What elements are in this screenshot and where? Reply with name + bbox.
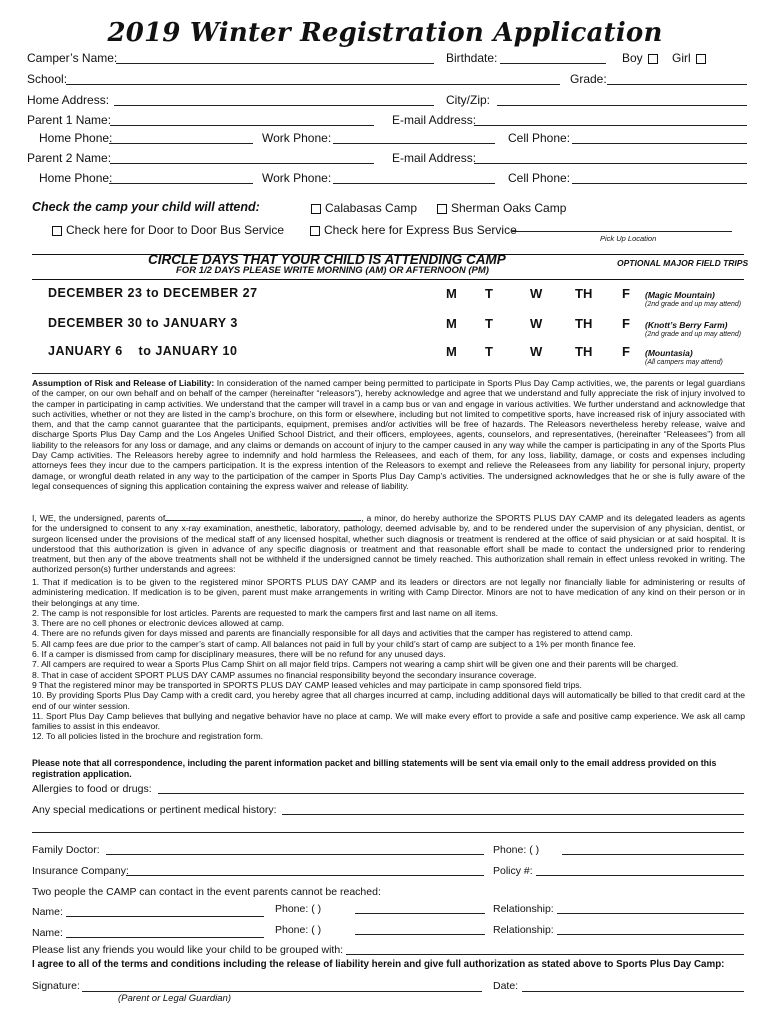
week3-label: JANUARY 6 to JANUARY 10 (48, 344, 238, 358)
home-phone1-field[interactable] (109, 143, 253, 144)
policy-field[interactable] (536, 875, 744, 876)
allergies-label: Allergies to food or drugs: (32, 783, 152, 795)
days-subtitle: FOR 1/2 DAYS PLEASE WRITE MORNING (AM) OR AFTERNOON (PM) (176, 265, 489, 276)
week2-trip-note: (2nd grade and up may attend) (645, 331, 742, 338)
cell-phone1-field[interactable] (572, 143, 747, 144)
contact1-name-label: Name: (32, 906, 63, 918)
friends-label: Please list any friends you would like your child to be grouped with: (32, 944, 344, 956)
boy-label: Boy (622, 51, 643, 65)
contact2-phone-field[interactable] (355, 934, 485, 935)
week3-thu[interactable]: TH (575, 344, 593, 359)
doctor-area-code[interactable]: ( ) (529, 844, 540, 856)
authorization-paragraph (32, 512, 745, 575)
week2-thu[interactable]: TH (575, 316, 593, 331)
home-phone2-label: Home Phone: (39, 171, 113, 185)
door-label: Check here for Door to Door Bus Service (66, 223, 285, 237)
contact2-name-field[interactable] (66, 937, 264, 938)
week2-fri[interactable]: F (622, 316, 630, 331)
policy-item: 3. There are no cell phones or electronic devices allowed at camp. (32, 618, 285, 629)
email-note: Please note that all correspondence, including the parent information packet and billing statements will be sent via email only to the email address provided on this registration application. (32, 758, 717, 779)
contact1-area-code[interactable]: ( ) (311, 903, 322, 915)
pickup-label: Pick Up Location (600, 234, 657, 243)
boy-option (622, 51, 658, 65)
family-doctor-label: Family Doctor: (32, 844, 100, 856)
cell-phone1-label: Cell Phone: (508, 131, 571, 145)
signature-label: Signature: (32, 980, 80, 992)
week1-wed[interactable]: W (530, 286, 543, 301)
days-title: CIRCLE DAYS THAT YOUR CHILD IS ATTENDING CAMP (148, 252, 506, 267)
policy-item: 5. All camp fees are due prior to the camper’s start of camp. All balances not paid in full by your child’s start of camp are subject to a 1% per month finance fee. (32, 638, 636, 649)
date-label: Date: (493, 980, 519, 992)
medications-field[interactable] (282, 814, 744, 815)
policy-item: 9 That the registered minor may be transported in SPORTS PLUS DAY CAMP leased vehicles and may participate in camp sponsored field trips. (32, 679, 582, 690)
assumption-paragraph (32, 378, 745, 491)
email2-field[interactable] (474, 163, 747, 164)
girl-label: Girl (672, 51, 691, 65)
express-label: Check here for Express Bus Service (324, 223, 517, 237)
family-doctor-field[interactable] (106, 854, 484, 855)
policy-item: 2. The camp is not responsible for lost articles. Parents are requested to mark the campers first and last name on all items. (32, 607, 499, 618)
girl-option (672, 51, 706, 65)
door-option[interactable] (52, 223, 284, 237)
insurance-field[interactable] (126, 875, 484, 876)
email1-field[interactable] (474, 125, 747, 126)
policy-item: 6. If a camper is dismissed from camp for disciplinary measures, there will be no refund for any unused days. (32, 649, 446, 660)
week2-trip: (Knott’s Berry Farm) (645, 320, 728, 330)
calabasas-checkbox[interactable] (311, 204, 321, 214)
week1-fri[interactable]: F (622, 286, 630, 301)
contact1-phone-text: Phone: (275, 903, 309, 915)
grade-field[interactable] (607, 84, 747, 85)
parent2-name-label: Parent 2 Name: (27, 151, 112, 165)
week3-wed[interactable]: W (530, 344, 543, 359)
parent2-name-field[interactable] (110, 163, 374, 164)
guardian-note: (Parent or Legal Guardian) (118, 993, 232, 1004)
policy-item: 4. There are no refunds given for days missed and parents are financially responsible for all days and activities that the camper has registered to attend camp. (32, 628, 633, 639)
boy-checkbox[interactable] (648, 54, 658, 64)
home-phone1-label: Home Phone: (39, 131, 113, 145)
sherman-checkbox[interactable] (437, 204, 447, 214)
contact1-phone-label (275, 903, 321, 915)
work-phone2-label: Work Phone: (262, 171, 332, 185)
express-checkbox[interactable] (310, 226, 320, 236)
date-field[interactable] (522, 991, 744, 992)
cell-phone2-field[interactable] (572, 183, 747, 184)
policy-item: 8. That in case of accident SPORT PLUS DAY CAMP assumes no financial responsibility beyond the secondary insurance coverage. (32, 669, 537, 680)
contacts-label: Two people the CAMP can contact in the event parents cannot be reached: (32, 886, 381, 898)
pickup-field[interactable] (512, 231, 732, 232)
medications-field-2[interactable] (32, 832, 744, 833)
contact2-phone-text: Phone: (275, 924, 309, 936)
work-phone2-field[interactable] (333, 183, 495, 184)
week2-wed[interactable]: W (530, 316, 543, 331)
week1-mon[interactable]: M (446, 286, 457, 301)
week1-trip: (Magic Mountain) (645, 290, 715, 300)
email2-label: E-mail Address: (392, 151, 477, 165)
school-label: School: (27, 72, 68, 86)
insurance-label: Insurance Company: (32, 865, 129, 877)
doctor-phone-text: Phone: (493, 844, 527, 856)
week3-trip-note: (All campers may attend) (645, 359, 723, 366)
policy-item: 7. All campers are required to wear a Sports Plus Camp Shirt on all major field trips. Campers not wearing a camp shirt will be given one and their parents will be charged. (32, 659, 679, 670)
days-bottom-rule (32, 373, 744, 374)
authorization-start: I, WE, the undersigned, parents of (32, 513, 166, 523)
policy-label: Policy #: (493, 865, 533, 877)
doctor-phone-label (493, 844, 539, 856)
contact2-relationship-field[interactable] (557, 934, 744, 935)
week3-tue[interactable]: T (485, 344, 493, 359)
medications-label: Any special medications or pertinent medical history: (32, 804, 277, 816)
camp-prompt: Check the camp your child will attend: (32, 200, 260, 214)
work-phone1-label: Work Phone: (262, 131, 332, 145)
email1-label: E-mail Address: (392, 113, 477, 127)
contact2-name-label: Name: (32, 927, 63, 939)
policy-item: 11. Sport Plus Day Camp believes that bullying and negative behavior have no place at camp. We will make every effort to provide a safe and positive camp experience. We ask all camp families to assist in this endeavor. (32, 710, 745, 732)
week2-label: DECEMBER 30 to JANUARY 3 (48, 316, 238, 330)
week1-trip-note: (2nd grade and up may attend) (645, 301, 742, 308)
express-option[interactable] (310, 223, 517, 237)
home-address-label: Home Address: (27, 93, 110, 107)
friends-field[interactable] (346, 954, 744, 955)
parent1-name-label: Parent 1 Name: (27, 113, 112, 127)
grade-label: Grade: (570, 72, 607, 86)
week1-label: DECEMBER 23 to DECEMBER 27 (48, 286, 258, 300)
week3-trip: (Mountasia) (645, 348, 693, 358)
contact2-phone-label (275, 924, 321, 936)
signature-field[interactable] (82, 991, 482, 992)
contact1-relationship-field[interactable] (557, 913, 744, 914)
week2-tue[interactable]: T (485, 316, 493, 331)
calabasas-option[interactable] (311, 201, 417, 215)
assumption-body: In consideration of the named camper being permitted to participate in Sports Plus Day Camp activities, we, the parents or legal guardians of the camper, on our own behalf and on behalf of the camper (hereinafter “releasors”), hereby acknowledge and agree that we understand and fully appreciate the risk of injury involved to the camper in participating in camp activities. We understand that the camper will travel in a camp bus or van and engage in various activities. We further understand and acknowledge that such activities, whether or not they are listed in the camp’s brochure, on this form or elsewhere, including but not limited to competitive sports, have increased risk of injury associated with them, and that the camp cannot guarantee that the participants, equipment, premises and/or activities will be free of hazards. The Releasors nevertheless hereby release, waive and discharge Sports Plus Day Camp and the Los Angeles Unified School District, and their officers, employees, agents, counselors, and representatives, (hereinafter “Releasees”) from all liability to the releasors for any loss or damage, and any claims or demands on account of injury to the camper caused in any way while the camper is participating in any of the Sports Plus Day Camp activities. The Releasors hereby agree to indemnify and hold harmless the Releasees, and each of them, for any loss, liability, damage, or costs and expenses including attorneys fees they incur due to the campers participation. It is the express intention of the Releasors to exempt and relieve the Releasees from any liability for personal injury, property damage, or wrongful death related in any way to the participation of the camper in Sports Plus Day Camp’s activities. The undersigned acknowledges that he or she is fully aware of the legal consequences of signing this application containing the express waiver and release of liability. (32, 378, 745, 491)
agreement-statement: I agree to all of the terms and conditions including the release of liability herein and give full authorization as stated above to Sports Plus Day Camp: (32, 959, 725, 970)
assumption-heading: Assumption of Risk and Release of Liability: (32, 378, 215, 388)
week2-mon[interactable]: M (446, 316, 457, 331)
optional-trips-label: OPTIONAL MAJOR FIELD TRIPS (617, 258, 749, 268)
city-zip-label: City/Zip: (446, 93, 491, 107)
work-phone1-field[interactable] (333, 143, 495, 144)
policy-item: 12. To all policies listed in the brochure and registration form. (32, 731, 264, 742)
birthdate-label: Birthdate: (446, 51, 498, 65)
campers-name-label: Camper’s Name: (27, 51, 118, 65)
page-title: 2019 Winter Registration Application (107, 18, 663, 48)
home-address-field[interactable] (114, 105, 434, 106)
door-checkbox[interactable] (52, 226, 62, 236)
parent1-name-field[interactable] (110, 125, 374, 126)
minor-name-field[interactable] (165, 512, 361, 521)
calabasas-label: Calabasas Camp (325, 201, 418, 215)
cell-phone2-label: Cell Phone: (508, 171, 571, 185)
contact1-phone-field[interactable] (355, 913, 485, 914)
week3-fri[interactable]: F (622, 344, 630, 359)
home-phone2-field[interactable] (109, 183, 253, 184)
policy-item: 10. By providing Sports Plus Day Camp with a credit card, you hereby agree that all charges incurred at camp, including additional days will automatically be billed to that credit card at the end of our winter session. (32, 690, 745, 711)
doctor-phone-field[interactable] (562, 854, 744, 855)
week3-mon[interactable]: M (446, 344, 457, 359)
contact1-name-field[interactable] (66, 916, 264, 917)
campers-name-field[interactable] (116, 63, 434, 64)
authorization-body: , a minor, do hereby authorize the SPORTS PLUS DAY CAMP and its delegated leaders as agents for the undersigned to consent to any x-ray examination, anesthetic, laboratory, pathology, deemed advisable by, and to be rendered under the supervision of any physician, dentist, or surgeon licensed under the provisions of the medical staff of any licensed hospital, whether such diagnosis or treatment is rendered at the office of said physician or at said hospital. It is understood that this authorization is given in advance of any specific diagnosis or treatment and that reasonable effort shall be made to contact the undersigned prior to rendering treatment, but then any of the above treatments shall not be withheld if the undersigned cannot be timely reached. This authorization shall remain in effect unless revoked in writing. The authorized person(s) further understands and agrees: (32, 513, 745, 575)
week1-tue[interactable]: T (485, 286, 493, 301)
contact2-area-code[interactable]: ( ) (311, 924, 322, 936)
week1-thu[interactable]: TH (575, 286, 593, 301)
contact1-relationship-label: Relationship: (493, 903, 554, 915)
school-field[interactable] (66, 84, 560, 85)
birthdate-field[interactable] (500, 63, 606, 64)
policy-list (32, 577, 745, 742)
girl-checkbox[interactable] (696, 54, 706, 64)
contact2-relationship-label: Relationship: (493, 924, 554, 936)
allergies-field[interactable] (158, 793, 744, 794)
city-zip-field[interactable] (497, 105, 747, 106)
sherman-option[interactable] (437, 201, 566, 215)
sherman-label: Sherman Oaks Camp (451, 201, 567, 215)
policy-item: 1. That if medication is to be given to the registered minor SPORTS PLUS DAY CAMP and its leaders or directors are not legally nor financially liable for administering or results of administering medication. If medication is to be given, parent must make arrangements in writing with Camp Director. Minors are not to have medication of any kind on their person or in their belongings at any time. (32, 577, 745, 608)
